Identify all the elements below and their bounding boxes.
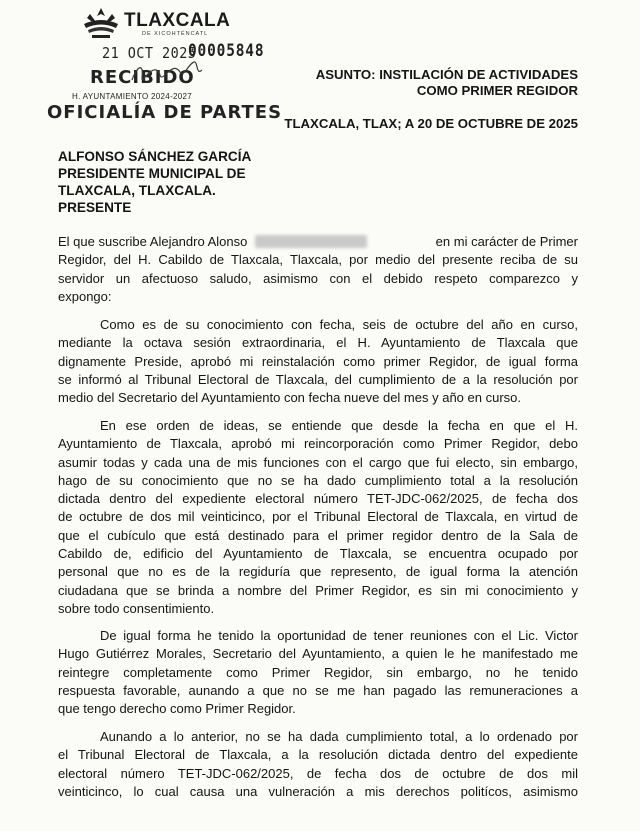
text-line: el Tribunal Electoral de Tlaxcala, a la resolución dictada dentro del expediente [58,747,578,763]
paragraph-meetings [58,627,578,718]
text-line: asumir todas y cada una de mis funciones con el cargo que fui electo, sin embargo, [58,454,578,470]
subject-line: ASUNTO: INSTILACIÓN DE ACTIVIDADES [315,67,578,82]
redacted-surname [255,235,367,248]
subject-line: COMO PRIMER REGIDOR [416,83,578,98]
subject-block [254,67,578,99]
text-line: Ayuntamiento de Tlaxcala, aprobó mi reincorporación como Primer Regidor, debo [58,436,578,452]
text-line: Regidor, del H. Cabildo de Tlaxcala, Tlaxcala, por medio del presente reciba de su [58,252,578,268]
text-line: personal que no es de la regiduría que represento, de igual forma la atención [58,564,578,580]
addressee-title: PRESIDENTE MUNICIPAL DE [58,166,246,181]
text-line: dictada dentro del expediente electoral número TET-JDC-062/2025, de fecha dos [58,491,578,507]
text-line: que el cubículo que está destinado para el primer regidor dentro de la Sala de [58,527,578,543]
text-line: medio del Secretario del Ayuntamiento con fecha nueve del mes y año en curso. [58,390,521,406]
text-line: sobre todo consentimiento. [58,600,215,616]
text-line: veinticinco, lo cual causa una vulneración a mis derechos politícos, asimismo [58,783,578,799]
stamp-date: 21 OCT 2025 [102,44,197,62]
text-line: reintegre completamente como Primer Regidor, sin embargo, no he tenido [58,664,578,680]
stamp-folio-number: 00005848 [188,41,265,61]
text-line: hago de su conocimiento que no se ha dado cumplimiento total a la resolución [58,472,578,488]
text-line: electoral número TET-JDC-062/2025, de fecha dos de octubre de dos mil [58,765,578,781]
text-line: En ese orden de ideas, se entiende que desde la fecha en que el H. [100,418,578,433]
letterhead-subtitle: DE XICOHTÉNCATL [142,31,209,37]
text-line: mediante la octava sesión extraordinaria, el H. Ayuntamiento de Tlaxcala que [58,335,578,351]
text-line: de octubre de dos mil veinticinco, por el Tribunal Electoral de Tlaxcala, en virtud de [58,509,578,525]
letterhead-title: TLAXCALA [124,10,231,31]
text-line: Como es de su conocimiento con fecha, seis de octubre del año en curso, [100,317,578,332]
place-date: TLAXCALA, TLAX; A 20 DE OCTUBRE DE 2025 [284,116,578,131]
text-line: Cabildo de, edificio del Ayuntamiento de Tlaxcala, se encuentra ocupado por [58,546,578,562]
text-line: Aunando a lo anterior, no se ha dada cumplimiento total, a lo ordenado por [100,729,578,744]
paragraph-violation [58,728,578,801]
handwritten-signature [128,58,208,88]
tlaxcala-logo-icon [80,6,122,40]
text-line: expongo: [58,288,112,304]
stamp-received: RECIBIDO [90,67,195,88]
text-line: ciudadana que se brinda a nombre del Primer Regidor, es sin mi conocimiento y [58,582,578,598]
text-line: se informó al Tribunal Electoral de Tlaxcala, del cumplimiento de a la resolución por [58,371,578,387]
intro-text: en mi carácter de Primer [435,234,578,249]
text-line: servidor un afectuoso saludo, asimismo con el debido respeto comparezco y [58,270,578,286]
paragraph-noncompliance [58,417,578,618]
stamp-office: OFICIALÍA DE PARTES [47,102,283,123]
paragraph-intro [58,233,578,306]
stamp-council: H. AYUNTAMIENTO 2024-2027 [72,92,192,101]
intro-text: El que suscribe Alejandro Alonso [58,234,248,249]
addressee-block [58,148,251,216]
addressee-salutation: PRESENTE [58,200,132,215]
text-line: De igual forma he tenido la oportunidad de tener reuniones con el Lic. Victor [100,628,578,643]
addressee-name: ALFONSO SÁNCHEZ GARCÍA [58,149,252,164]
text-line: dignamente Preside, aprobó mi reinstalación como primer Regidor, de igual forma [58,353,578,369]
paragraph-reinstatement [58,316,578,407]
addressee-location: TLAXCALA, TLAXCALA. [58,183,216,198]
text-line: respuesta favorable, aunando a que no se me han pagado las remuneraciones a [58,682,578,698]
text-line: que tengo derecho como Primer Regidor. [58,701,296,717]
text-line: Hugo Gutiérrez Morales, Secretario del Ayuntamiento, a quien le he manifestado me [58,646,578,662]
